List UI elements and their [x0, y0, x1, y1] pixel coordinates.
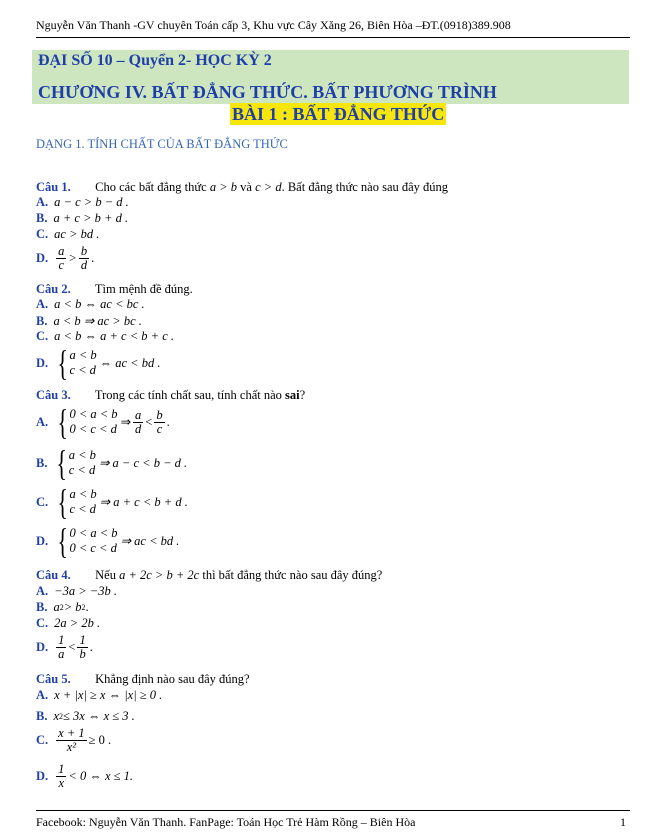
- system-row: c < d: [69, 363, 96, 377]
- system-row: a < b: [69, 348, 97, 362]
- fraction: [77, 634, 87, 661]
- fraction: [56, 245, 66, 272]
- page-header: Nguyễn Văn Thanh -GV chuyên Toán cấp 3, Khu vực Cây Xăng 26, Biên Hòa –ĐT.(0918)389.908: [36, 18, 630, 38]
- option-tail: < 0 ⇔ x ≤ 1.: [68, 769, 133, 783]
- option-expr: ac > bd .: [54, 227, 100, 241]
- title-band: [32, 50, 629, 104]
- system-row: c < d: [69, 502, 96, 516]
- option-label: C.: [36, 329, 49, 343]
- fraction: [56, 727, 86, 754]
- system-row: c < d: [68, 463, 96, 477]
- option-expr: ⇔ ac < bd .: [99, 355, 161, 370]
- option-label: B.: [36, 313, 48, 328]
- question-expr: c > d: [255, 180, 282, 194]
- lesson-title: BÀI 1 : BẤT ĐẲNG THỨC: [232, 104, 445, 124]
- question-2: [36, 282, 193, 297]
- option-expr: a + c > b + d .: [53, 211, 129, 225]
- numerator: 1: [58, 762, 65, 776]
- option-label: D.: [36, 533, 49, 548]
- question-text: thì bất đẳng thức nào sau đây đúng?: [202, 568, 383, 582]
- denominator: x²: [66, 740, 77, 754]
- question-expr: a > b: [209, 180, 238, 194]
- denominator: c: [58, 258, 65, 272]
- option-expr: a: [53, 600, 60, 614]
- operator: <: [145, 414, 153, 429]
- system-row: 0 < a < b: [69, 407, 118, 421]
- section-heading: DẠNG 1. TÍNH CHẤT CỦA BẤT ĐẲNG THỨC: [36, 137, 288, 151]
- brace-glyph: {: [57, 521, 68, 561]
- question-text: Khẳng định nào sau đây đúng?: [95, 672, 250, 686]
- fraction: [79, 245, 89, 272]
- book-title: ĐẠI SỐ 10 – Quyển 2- HỌC KỲ 2: [38, 52, 272, 69]
- option-4c: [36, 616, 100, 631]
- footer-text: Facebook: Nguyễn Văn Thanh. FanPage: Toán Học Trẻ Hàm Rồng – Biên Hòa: [36, 815, 416, 829]
- option-label: D.: [36, 640, 49, 654]
- option-label: D.: [36, 251, 49, 265]
- brace-glyph: {: [56, 443, 68, 483]
- option-tail: .: [89, 640, 93, 654]
- option-label: C.: [36, 733, 49, 747]
- numerator: a: [135, 407, 142, 422]
- option-2b: [36, 313, 142, 329]
- exponent: 2: [59, 712, 64, 721]
- option-label: A.: [36, 584, 49, 598]
- denominator: d: [80, 258, 88, 272]
- option-expr: −3a > −3b .: [54, 584, 117, 598]
- option-label: B.: [36, 600, 48, 614]
- option-expr: > b: [63, 600, 82, 614]
- option-1a: [36, 195, 129, 210]
- system-of-inequalities: [54, 523, 117, 559]
- question-text: và: [240, 180, 252, 194]
- system-row: a < b: [68, 448, 96, 462]
- denominator: a: [58, 647, 65, 661]
- fraction: [133, 409, 143, 436]
- system-row: a < b: [69, 487, 97, 501]
- question-4: [36, 568, 382, 583]
- question-expr: a + 2c > b + 2c: [119, 568, 200, 582]
- option-2d: [36, 345, 160, 381]
- option-expr: ⇒ a + c < b + d .: [99, 495, 188, 509]
- denominator: c: [156, 421, 163, 436]
- system-row: 0 < c < d: [69, 422, 117, 436]
- chapter-title: CHƯƠNG IV. BẤT ĐẲNG THỨC. BẤT PHƯƠNG TRÌNH: [38, 82, 497, 102]
- option-1d: [36, 245, 94, 272]
- option-3a: [36, 404, 170, 440]
- option-1c: [36, 227, 99, 242]
- system-of-inequalities: [54, 484, 96, 520]
- option-3d: [36, 523, 179, 559]
- denominator: x: [58, 776, 65, 790]
- numerator: 1: [58, 633, 65, 647]
- option-label: B.: [36, 455, 48, 470]
- question-text: ?: [299, 388, 306, 402]
- option-label: A.: [36, 688, 49, 702]
- option-label: B.: [36, 709, 48, 723]
- option-4a: [36, 584, 117, 599]
- system-of-inequalities: [53, 445, 95, 481]
- option-label: C.: [36, 616, 49, 630]
- system-row: 0 < c < d: [69, 541, 117, 555]
- question-number: Câu 5.: [36, 672, 71, 686]
- option-5a: [36, 688, 162, 703]
- question-text: Trong các tính chất sau, tính chất nào: [94, 388, 282, 402]
- option-5b: [36, 709, 135, 724]
- question-5: [36, 672, 250, 687]
- option-expr: a < b ⇔ a + c < b + c .: [54, 329, 174, 343]
- option-label: A.: [36, 414, 49, 429]
- option-expr: x: [53, 709, 60, 723]
- exponent: 2: [81, 603, 86, 612]
- question-1: [36, 180, 448, 195]
- system-of-inequalities: [54, 345, 96, 381]
- question-number: Câu 2.: [36, 282, 71, 296]
- page-number: 1: [620, 815, 626, 829]
- question-number: Câu 1.: [36, 180, 71, 194]
- denominator: b: [79, 647, 86, 661]
- numerator: a: [58, 244, 65, 258]
- option-label: B.: [36, 211, 48, 225]
- option-1b: [36, 211, 128, 226]
- numerator: x + 1: [58, 726, 85, 740]
- fraction: [154, 409, 164, 436]
- question-text: Nếu: [95, 568, 116, 582]
- question-text: Tìm mệnh đề đúng.: [94, 282, 193, 296]
- question-number: Câu 4.: [36, 568, 71, 582]
- option-expr: a < b ⇔ ac < bc .: [54, 297, 145, 311]
- question-text: . Bất đẳng thức nào sau đây đúng: [281, 180, 449, 194]
- operator: >: [68, 251, 77, 265]
- fraction: [56, 634, 66, 661]
- system-row: 0 < a < b: [69, 526, 118, 540]
- option-5d: [36, 763, 133, 790]
- brace-glyph: {: [57, 482, 68, 522]
- option-2a: [36, 297, 145, 312]
- system-of-inequalities: [54, 404, 117, 440]
- option-tail: .: [166, 414, 170, 429]
- option-3b: [36, 445, 187, 481]
- option-4b: [36, 600, 89, 615]
- brace-glyph: {: [57, 402, 68, 442]
- option-label: A.: [36, 297, 49, 311]
- numerator: b: [156, 407, 163, 422]
- option-tail: .: [85, 600, 89, 614]
- denominator: d: [135, 421, 142, 436]
- option-label: C.: [36, 227, 49, 241]
- option-expr: a < b ⇒ ac > bc .: [53, 314, 142, 328]
- option-tail: ≥ 0 .: [88, 733, 112, 747]
- option-5c: [36, 727, 111, 754]
- option-4d: [36, 634, 93, 661]
- question-emphasis: sai: [285, 388, 300, 402]
- question-3: [36, 388, 305, 403]
- option-expr: ⇒ a − c < b − d .: [98, 456, 188, 470]
- option-3c: [36, 484, 188, 520]
- option-label: C.: [36, 494, 49, 509]
- option-label: D.: [36, 769, 49, 783]
- option-label: A.: [36, 195, 49, 209]
- question-text: Cho các bất đẳng thức: [95, 180, 207, 194]
- page-footer: [36, 810, 630, 830]
- option-2c: [36, 329, 174, 344]
- fraction: [56, 763, 66, 790]
- option-tail: .: [91, 251, 95, 265]
- brace-glyph: {: [57, 343, 68, 383]
- numerator: 1: [79, 633, 86, 647]
- exponent: 2: [59, 603, 64, 612]
- option-expr: ⇒ ac < bd .: [120, 534, 180, 548]
- option-expr: a − c > b − d .: [54, 195, 129, 209]
- option-label: D.: [36, 355, 49, 370]
- operator: <: [68, 640, 76, 654]
- numerator: b: [80, 244, 88, 258]
- question-number: Câu 3.: [36, 388, 71, 402]
- option-expr: 2a > 2b .: [54, 616, 101, 630]
- implies-symbol: ⇒: [120, 415, 132, 429]
- option-expr: ≤ 3x ⇔ x ≤ 3 .: [63, 709, 135, 723]
- option-expr: x + |x| ≥ x ⇔ |x| ≥ 0 .: [54, 688, 163, 702]
